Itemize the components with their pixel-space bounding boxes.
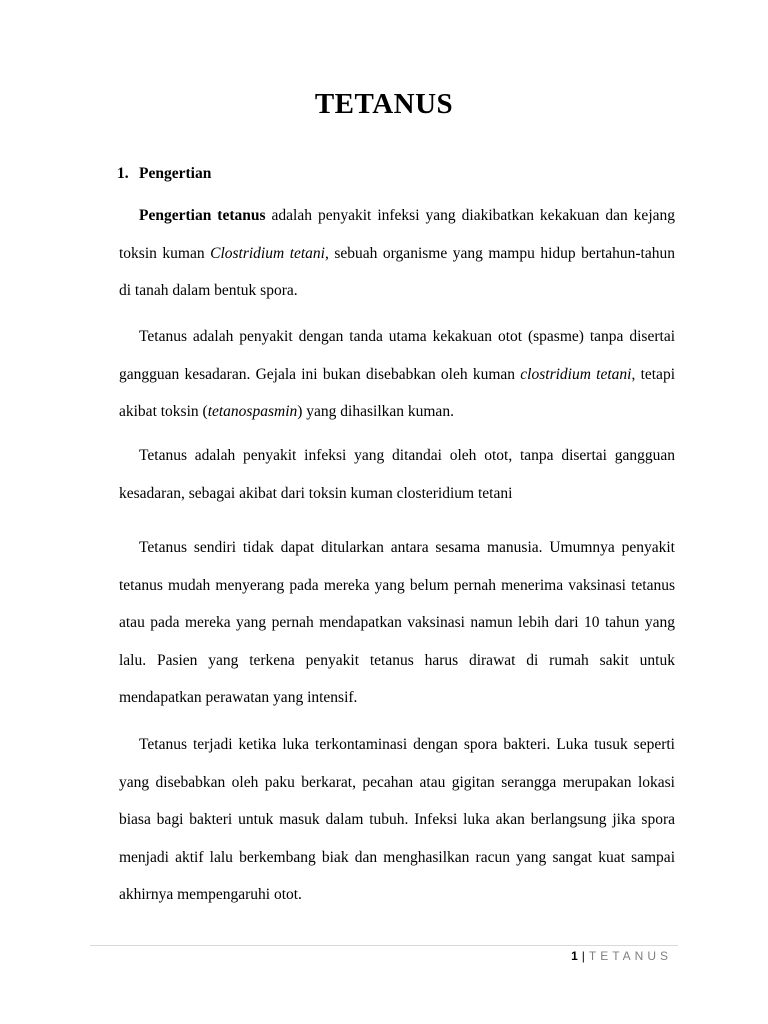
page-footer	[571, 947, 672, 965]
paragraph-transmission: Tetanus sendiri tidak dapat ditularkan antara sesama manusia. Umumnya penyakit tetanus mudah menyerang pada mereka yang belum pernah menerima vaksinasi tetanus atau pada mereka yang pernah mendapatkan vaksinasi namun lebih dari 10 tahun yang lalu. Pasien yang terkena penyakit tetanus harus dirawat di rumah sakit untuk mendapatkan perawatan yang intensif.	[119, 539, 675, 706]
toxin-name: tetanospasmin	[207, 403, 298, 420]
footer-separator: |	[581, 949, 585, 963]
organism-name: Clostridium tetani	[210, 244, 325, 262]
footer-title: TETANUS	[588, 949, 672, 963]
footer-page-number: 1	[571, 949, 578, 963]
paragraph-symptoms	[119, 318, 675, 431]
section-heading	[117, 163, 211, 185]
paragraph-text: adalah penyakit infeksi yang diakibatkan kekakuan dan kejang toksin kuman	[119, 207, 676, 262]
section-heading-text: Pengertian	[139, 165, 212, 182]
paragraph-text: , sebuah organisme yang mampu hidup bertahun-tahun di tanah dalam bentuk spora.	[119, 244, 675, 299]
paragraph-text: , tetapi akibat toksin (	[119, 365, 675, 420]
paragraph-definition	[119, 197, 675, 310]
section-number: 1.	[117, 165, 129, 182]
document-title: TETANUS	[314, 88, 454, 120]
footer-divider	[90, 945, 678, 946]
organism-name: clostridium tetani	[520, 365, 632, 383]
paragraph-cause: Tetanus terjadi ketika luka terkontaminasi dengan spora bakteri. Luka tusuk seperti yang disebabkan oleh paku berkarat, pecahan atau gigitan serangga merupakan lokasi biasa bagi bakteri untuk masuk dalam tubuh. Infeksi luka akan berlangsung jika spora menjadi aktif lalu berkembang biak dan menghasilkan racun yang sangat kuat sampai akhirnya mempengaruhi otot.	[119, 736, 675, 903]
paragraph-lead-term: Pengertian tetanus	[139, 207, 266, 224]
paragraph-infection: Tetanus adalah penyakit infeksi yang ditandai oleh otot, tanpa disertai gangguan kesadaran, sebagai akibat dari toksin kuman closteridium tetani	[119, 447, 675, 502]
paragraph-text: ) yang dihasilkan kuman.	[297, 403, 454, 420]
paragraph-text: Tetanus adalah penyakit dengan tanda utama kekakuan otot (spasme) tanpa disertai gangguan kesadaran. Gejala ini bukan disebabkan oleh kuman	[119, 328, 675, 383]
